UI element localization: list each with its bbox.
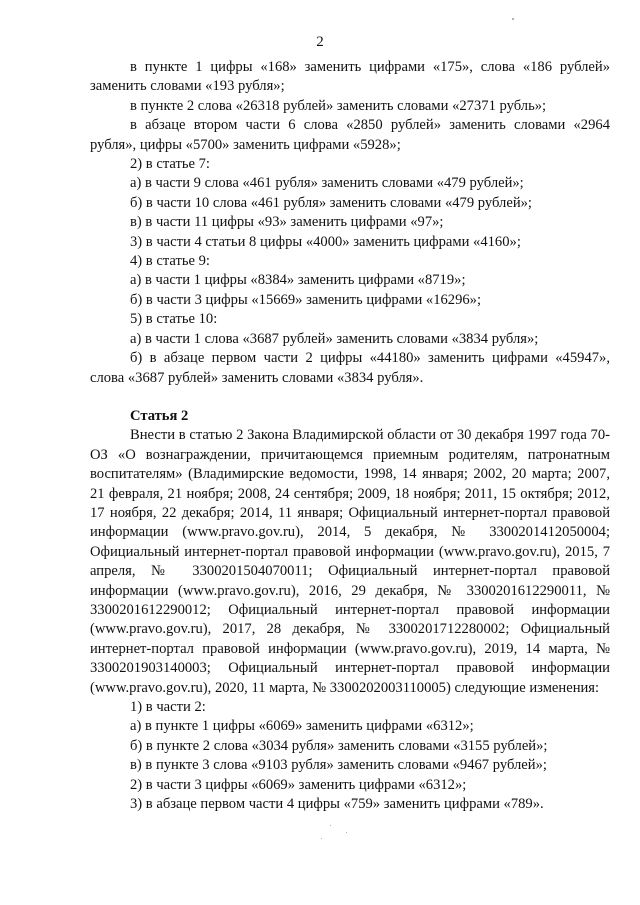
paragraph: а) в части 1 слова «3687 рублей» заменить словами «3834 рубля»;	[130, 330, 539, 347]
scan-speck	[321, 838, 322, 839]
scan-speck	[330, 825, 331, 826]
paragraph: в) в части 11 цифры «93» заменить цифрами «97»;	[130, 214, 444, 231]
paragraph: 1) в части 2:	[130, 699, 206, 715]
paragraph: б) в абзаце первом части 2 цифры «44180» заменить цифрами «45947», слова «3687 рублей» заменить словами «3834 рубля».	[90, 350, 610, 386]
page-number: 2	[316, 34, 324, 50]
scan-speck	[512, 18, 514, 20]
paragraph: Внести в статью 2 Закона Владимирской области от 30 декабря 1997 года 70-ОЗ «О вознаграждении, причитающемся приемным родителям, патронатным воспитателям» (Владимирские ведомости, 1998, 14 января; 2002, 20 марта; 2007, 21 февраля, 21 ноября; 2008, 24 сентября; 2009, 18 ноября; 2011, 15 октября; 2012, 17 ноября, 22 декабря; 2014, 11 января; Официальный интернет-портал правовой информации (www.pravo.gov.ru), 2014, 5 декабря, № 3300201412050004; Официальный интернет-портал правовой информации (www.pravo.gov.ru), 2015, 7 апреля, № 3300201504070011; Официальный интернет-портал правовой информации (www.pravo.gov.ru), 2016, 29 декабря, № 3300201612290011, № 3300201612290012; Официальный интернет-портал правовой информации (www.pravo.gov.ru), 2017, 28 декабря, № 3300201712280002; Официальный интернет-портал правовой информации (www.pravo.gov.ru), 2019, 14 марта, № 3300201903140003; Официальный интернет-портал правовой информации (www.pravo.gov.ru), 2020, 11 марта, № 3300202003110005) следующие изменения:	[90, 427, 610, 696]
document-body	[90, 58, 610, 814]
paragraph: б) в пункте 2 слова «3034 рубля» заменить словами «3155 рублей»;	[130, 737, 548, 754]
paragraph: 4) в статье 9:	[130, 253, 210, 270]
scan-speck	[346, 832, 347, 833]
paragraph: 2) в части 3 цифры «6069» заменить цифрами «6312»;	[130, 776, 467, 793]
paragraph: а) в части 9 слова «461 рубля» заменить словами «479 рублей»;	[130, 175, 524, 192]
paragraph: в пункте 1 цифры «168» заменить цифрами «175», слова «186 рублей» заменить словами «193 рубля»;	[90, 59, 610, 95]
paragraph: 3) в части 4 статьи 8 цифры «4000» заменить цифрами «4160»;	[130, 233, 521, 250]
article-heading: Статья 2	[130, 407, 189, 424]
paragraph: а) в пункте 1 цифры «6069» заменить цифрами «6312»;	[130, 718, 474, 735]
paragraph: 3) в абзаце первом части 4 цифры «759» заменить цифрами «789».	[130, 796, 544, 813]
paragraph: в пункте 2 слова «26318 рублей» заменить словами «27371 рубль»;	[130, 97, 547, 114]
paragraph: б) в части 10 слова «461 рубля» заменить словами «479 рублей»;	[130, 194, 532, 211]
paragraph: б) в части 3 цифры «15669» заменить цифрами «16296»;	[130, 291, 482, 308]
paragraph: в абзаце втором части 6 слова «2850 рублей» заменить словами «2964 рубля», цифры «5700» заменить цифрами «5928»;	[90, 117, 610, 153]
paragraph: в) в пункте 3 слова «9103 рубля» заменить словами «9467 рублей»;	[130, 757, 547, 774]
paragraph: 2) в статье 7:	[130, 156, 210, 173]
paragraph: 5) в статье 10:	[130, 311, 218, 328]
paragraph: а) в части 1 цифры «8384» заменить цифрами «8719»;	[130, 272, 466, 289]
